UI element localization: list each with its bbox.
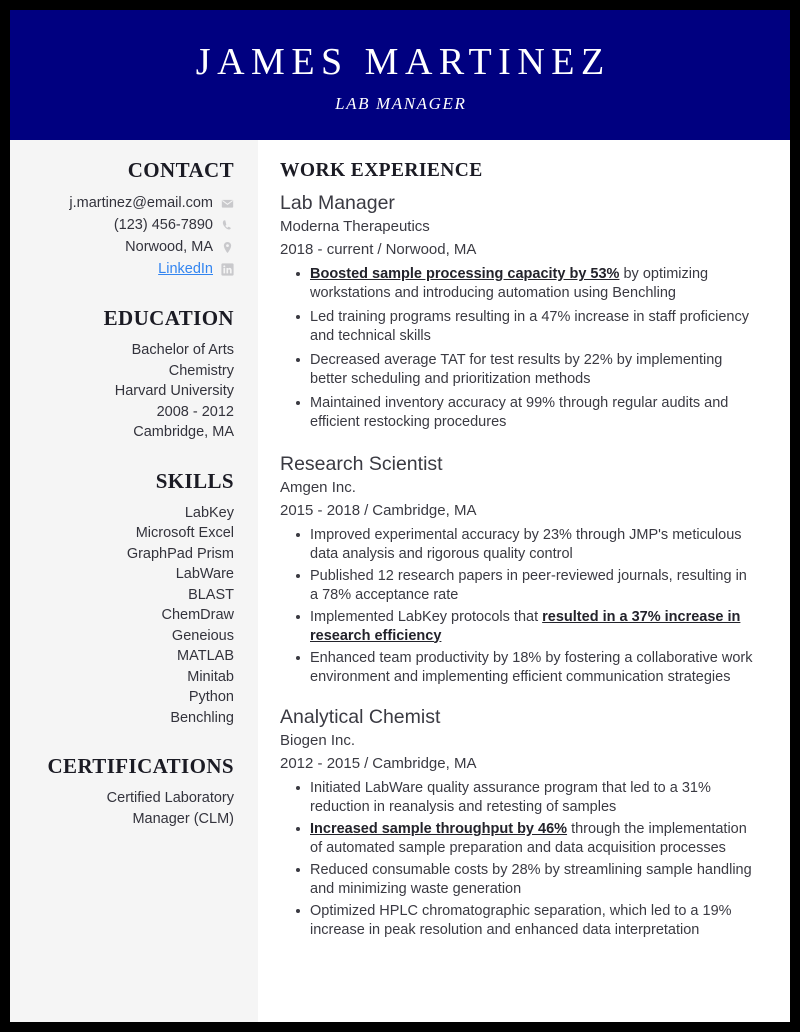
education-list: [20, 340, 234, 443]
job-bullets: [280, 779, 758, 939]
job-bullet: [310, 351, 758, 388]
job-spacer: [280, 437, 758, 451]
job-company: Moderna Therapeutics: [280, 218, 430, 235]
job-bullet: [310, 779, 758, 816]
skill-item: LabWare: [175, 566, 234, 582]
skills-section: [20, 469, 234, 729]
bullet-text: Reduced consumable costs by 28% by streamlining sample handling and minimizing waste generation: [310, 862, 752, 897]
skill-item: LabKey: [184, 504, 234, 521]
phone-icon: [221, 219, 234, 232]
job-bullet: [310, 526, 758, 563]
job-meta-separator: /: [377, 241, 382, 258]
work-experience-heading: WORK EXPERIENCE: [280, 160, 483, 181]
job-company: Amgen Inc.: [280, 479, 356, 496]
contact-item-4[interactable]: [20, 258, 234, 280]
bullet-text: Published 12 research papers in peer-reviewed journals, resulting in a 78% acceptance rate: [310, 568, 747, 603]
candidate-role: LAB MANAGER: [335, 94, 467, 114]
skill-item: MATLAB: [177, 648, 234, 664]
job-meta: [280, 752, 758, 775]
candidate-name: JAMES MARTINEZ: [195, 40, 611, 83]
bullet-highlight: Boosted sample processing capacity by 53%: [310, 266, 620, 282]
certifications-list: [20, 788, 234, 829]
bullet-text: Enhanced team productivity by 18% by fostering a collaborative work environment and implementing efficient communication strategies: [310, 650, 753, 685]
education-line: Cambridge, MA: [133, 424, 234, 440]
job-meta: [280, 499, 758, 522]
education-line: 2008 - 2012: [156, 403, 234, 420]
job-bullet: [310, 608, 758, 645]
education-line: Harvard University: [114, 383, 234, 399]
bullet-highlight: Increased sample throughput by 46%: [310, 821, 568, 837]
skill-item: Minitab: [187, 668, 234, 685]
job-bullets: [280, 526, 758, 686]
skill-item: Python: [188, 689, 234, 705]
job-bullet: [310, 902, 758, 939]
job-dates: 2018 - current: [280, 241, 374, 258]
certifications-heading: CERTIFICATIONS: [47, 754, 234, 778]
job-spacer: [280, 690, 758, 704]
skill-item: Microsoft Excel: [135, 525, 234, 541]
certification-line: Manager (CLM): [132, 810, 234, 827]
job-bullet: [310, 567, 758, 604]
job-title: Lab Manager: [280, 192, 395, 214]
bullet-text: Improved experimental accuracy by 23% through JMP's meticulous data analysis and rigorous quality control: [310, 527, 742, 562]
job-bullet: [310, 265, 758, 302]
bullet-text: Maintained inventory accuracy at 99% through regular audits and efficient restocking procedures: [310, 395, 729, 430]
contact-text: j.martinez@email.com: [69, 195, 213, 211]
skill-item: GraphPad Prism: [126, 545, 234, 562]
skill-item: Benchling: [170, 709, 234, 726]
job-entry: [280, 451, 758, 686]
job-list: [280, 190, 758, 939]
education-section: [20, 306, 234, 443]
job-dates: 2012 - 2015: [280, 755, 361, 772]
contact-list: [20, 192, 234, 280]
contact-item-1: [20, 192, 234, 214]
education-line: Bachelor of Arts: [131, 342, 234, 358]
job-bullet: [310, 308, 758, 345]
bullet-text: through the implementation of automated sample preparation and data acquisition processes: [310, 821, 747, 856]
bullet-text: Decreased average TAT for test results by 22% by implementing better scheduling and prioritization methods: [310, 352, 723, 387]
certification-line: Certified Laboratory: [106, 790, 234, 806]
job-meta-separator: /: [364, 502, 369, 519]
job-dates: 2015 - 2018: [280, 502, 361, 519]
job-location: Cambridge, MA: [372, 502, 477, 519]
job-meta-separator: /: [364, 755, 369, 772]
job-bullet: [310, 649, 758, 686]
job-entry: [280, 190, 758, 431]
location-pin-icon: [221, 241, 234, 254]
education-heading: EDUCATION: [103, 306, 234, 330]
bullet-text: Implemented LabKey protocols that: [310, 609, 543, 625]
skill-item: ChemDraw: [161, 607, 234, 623]
job-title: Analytical Chemist: [280, 706, 441, 728]
skills-list: [20, 503, 234, 729]
job-bullets: [280, 265, 758, 431]
contact-item-2: [20, 214, 234, 236]
contact-heading: CONTACT: [127, 158, 234, 182]
certifications-section: [20, 754, 234, 829]
main-column: [258, 140, 790, 1022]
bullet-text: by optimizing workstations and introducing automation using Benchling: [310, 266, 709, 301]
sidebar: [10, 140, 258, 1022]
resume-body: [10, 140, 790, 1022]
education-line: Chemistry: [168, 362, 234, 379]
skill-item: Geneious: [171, 627, 234, 644]
bullet-text: Led training programs resulting in a 47% increase in staff proficiency and technical skills: [310, 309, 749, 344]
skill-item: BLAST: [188, 586, 234, 603]
job-company: Biogen Inc.: [280, 732, 356, 749]
job-bullet: [310, 861, 758, 898]
job-title: Research Scientist: [280, 453, 443, 475]
linkedin-link[interactable]: LinkedIn: [158, 261, 213, 277]
contact-item-3: [20, 236, 234, 258]
job-bullet: [310, 394, 758, 431]
envelope-icon: [221, 197, 234, 210]
resume-header: [10, 10, 790, 140]
resume-page: [10, 10, 790, 1022]
skills-heading: SKILLS: [155, 468, 234, 493]
bullet-text: Initiated LabWare quality assurance program that led to a 31% reduction in reanalysis and retesting of samples: [310, 780, 711, 815]
bullet-text: Optimized HPLC chromatographic separation, which led to a 19% increase in peak resolution and enhanced data interpretation: [310, 903, 732, 938]
job-entry: [280, 704, 758, 939]
contact-text: (123) 456-7890: [113, 217, 213, 233]
job-meta: [280, 238, 758, 261]
contact-text: Norwood, MA: [125, 239, 213, 255]
linkedin-icon: [221, 263, 234, 276]
job-location: Norwood, MA: [385, 241, 477, 258]
job-location: Cambridge, MA: [372, 755, 477, 772]
contact-section: [20, 140, 234, 280]
bullet-highlight: resulted in a 37% increase in research efficiency: [310, 609, 741, 644]
job-bullet: [310, 820, 758, 857]
